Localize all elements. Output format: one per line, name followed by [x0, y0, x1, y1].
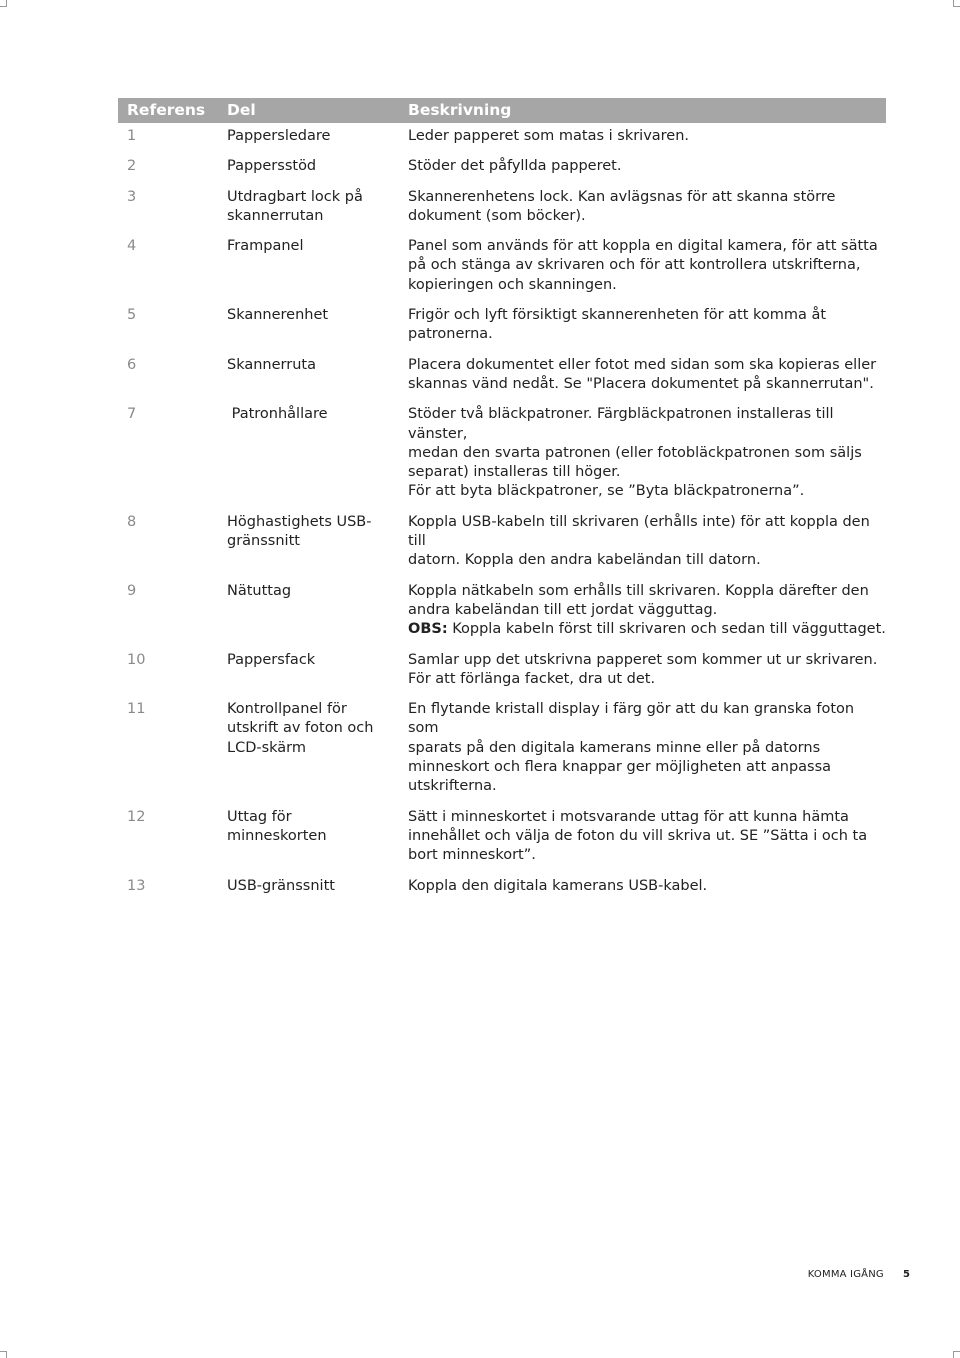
row-reference: 11	[127, 701, 146, 718]
table-row	[118, 649, 886, 699]
page-footer	[808, 1269, 910, 1280]
description-line: separat) installeras till höger.	[408, 464, 621, 481]
note-label: OBS:	[408, 621, 448, 638]
row-part-name	[218, 700, 399, 796]
header-beskrivning: Beskrivning	[408, 101, 512, 119]
row-part-name	[218, 127, 399, 146]
row-description	[399, 306, 886, 345]
description-line: dokument (som böcker).	[408, 207, 586, 224]
part-name-line: Höghastighets USB-	[227, 513, 372, 530]
part-name-line: Pappersledare	[227, 128, 331, 144]
page-number: 5	[903, 1269, 910, 1280]
note-text: Koppla kabeln först till skrivaren och sedan till vägguttaget.	[447, 621, 886, 638]
description-line: datorn. Koppla den andra kabeländan till datorn.	[408, 552, 761, 569]
row-reference: 1	[127, 128, 137, 144]
row-description	[399, 127, 886, 146]
row-description	[399, 157, 886, 176]
row-reference: 2	[127, 158, 137, 175]
row-part-name	[218, 157, 399, 176]
table-row	[118, 875, 886, 905]
description-line: medan den svarta patronen (eller fotobläckpatronen som säljs	[408, 444, 862, 461]
row-description	[399, 651, 886, 690]
row-reference: 10	[127, 651, 146, 668]
row-part-name	[218, 237, 399, 295]
description-line: sparats på den digitala kamerans minne eller på datorns	[408, 739, 821, 756]
crop-mark-top-left	[0, 0, 7, 7]
description-line: Frigör och lyft försiktigt skannerenheten för att komma åt	[408, 307, 827, 324]
table-row	[118, 125, 886, 155]
table-row	[118, 186, 886, 236]
table-row	[118, 304, 886, 354]
row-part-name	[218, 513, 399, 571]
row-description	[399, 700, 886, 796]
description-note-line	[408, 620, 886, 639]
description-line: En flytande kristall display i färg gör att du kan granska foton som	[408, 701, 855, 737]
description-line: För att byta bläckpatroner, se ”Byta bläckpatronerna”.	[408, 483, 805, 500]
table-row	[118, 806, 886, 875]
part-name-line: Kontrollpanel för	[227, 701, 347, 718]
part-name-line: LCD-skärm	[227, 739, 307, 756]
part-name-line: Utdragbart lock på	[227, 188, 363, 205]
row-reference: 9	[127, 582, 137, 599]
part-name-line: Pappersstöd	[227, 158, 317, 175]
row-description	[399, 237, 886, 295]
row-reference: 12	[127, 808, 146, 825]
description-line: Stöder två bläckpatroner. Färgbläckpatronen installeras till vänster,	[408, 406, 834, 442]
table-row	[118, 511, 886, 580]
table-header	[118, 98, 886, 123]
row-reference: 4	[127, 238, 137, 255]
row-part-name	[218, 808, 399, 866]
part-name-line: Pappersfack	[227, 651, 316, 668]
row-description	[399, 356, 886, 395]
description-line: För att förlänga facket, dra ut det.	[408, 670, 656, 687]
crop-mark-bottom-right	[953, 1351, 960, 1358]
row-description	[399, 582, 886, 640]
row-description	[399, 405, 886, 501]
header-referens: Referens	[127, 101, 206, 119]
description-line: Skannerenhetens lock. Kan avlägsnas för att skanna större	[408, 188, 836, 205]
description-line: Koppla nätkabeln som erhålls till skrivaren. Koppla därefter den	[408, 582, 869, 599]
description-line: andra kabeländan till ett jordat vägguttag.	[408, 601, 718, 618]
description-line: Leder papperet som matas i skrivaren.	[408, 128, 690, 144]
row-reference: 6	[127, 356, 137, 373]
parts-table	[118, 98, 886, 905]
description-line: kopieringen och skanningen.	[408, 276, 617, 293]
table-row	[118, 235, 886, 304]
description-line: Samlar upp det utskrivna papperet som kommer ut ur skrivaren.	[408, 651, 878, 668]
part-name-line: USB-gränssnitt	[227, 877, 335, 894]
part-name-line: Nätuttag	[227, 582, 292, 599]
description-line: Koppla USB-kabeln till skrivaren (erhålls inte) för att koppla den till	[408, 513, 870, 550]
row-part-name	[218, 306, 399, 345]
table-row	[118, 155, 886, 185]
row-description	[399, 877, 886, 896]
row-reference: 7	[127, 406, 137, 423]
description-line: Placera dokumentet eller fotot med sidan som ska kopieras eller	[408, 356, 877, 373]
row-part-name	[218, 356, 399, 395]
row-part-name	[218, 188, 399, 227]
description-line: patronerna.	[408, 326, 493, 343]
part-name-line: minneskorten	[227, 827, 327, 844]
row-reference: 8	[127, 513, 137, 530]
description-line: minneskort och flera knappar ger möjligheten att anpassa	[408, 759, 832, 776]
row-description	[399, 513, 886, 571]
part-name-line: Skannerruta	[227, 356, 316, 373]
description-line: utskrifterna.	[408, 778, 497, 795]
description-line: innehållet och välja de foton du vill skriva ut. SE ”Sätta i och ta	[408, 827, 868, 844]
table-row	[118, 580, 886, 649]
description-line: Sätt i minneskortet i motsvarande uttag för att kunna hämta	[408, 808, 849, 825]
header-del: Del	[227, 101, 256, 119]
description-line: Panel som används för att koppla en digital kamera, för att sätta	[408, 238, 878, 255]
row-reference: 5	[127, 307, 137, 324]
description-line: skannas vänd nedåt. Se "Placera dokumentet på skannerrutan".	[408, 375, 874, 392]
row-description	[399, 188, 886, 227]
part-name-line: utskrift av foton och	[227, 720, 374, 737]
row-part-name	[218, 582, 399, 640]
table-body	[118, 125, 886, 905]
footer-section-title: KOMMA IGÅNG	[807, 1269, 884, 1280]
part-name-line: gränssnitt	[227, 533, 300, 550]
crop-mark-bottom-left	[0, 1351, 7, 1358]
crop-mark-top-right	[953, 0, 960, 7]
row-description	[399, 808, 886, 866]
part-name-line: Patronhållare	[227, 406, 328, 423]
description-line: Koppla den digitala kamerans USB-kabel.	[408, 877, 708, 894]
part-name-line: Uttag för	[227, 808, 292, 825]
table-row	[118, 403, 886, 510]
row-part-name	[218, 405, 399, 501]
description-line: på och stänga av skrivaren och för att kontrollera utskrifterna,	[408, 257, 861, 274]
part-name-line: skannerrutan	[227, 207, 324, 224]
description-line: bort minneskort”.	[408, 847, 536, 864]
row-part-name	[218, 877, 399, 896]
part-name-line: Skannerenhet	[227, 307, 329, 324]
row-part-name	[218, 651, 399, 690]
table-row	[118, 354, 886, 404]
part-name-line: Frampanel	[227, 238, 304, 255]
table-row	[118, 698, 886, 805]
description-line: Stöder det påfyllda papperet.	[408, 158, 622, 175]
row-reference: 3	[127, 188, 137, 205]
row-reference: 13	[127, 877, 146, 894]
